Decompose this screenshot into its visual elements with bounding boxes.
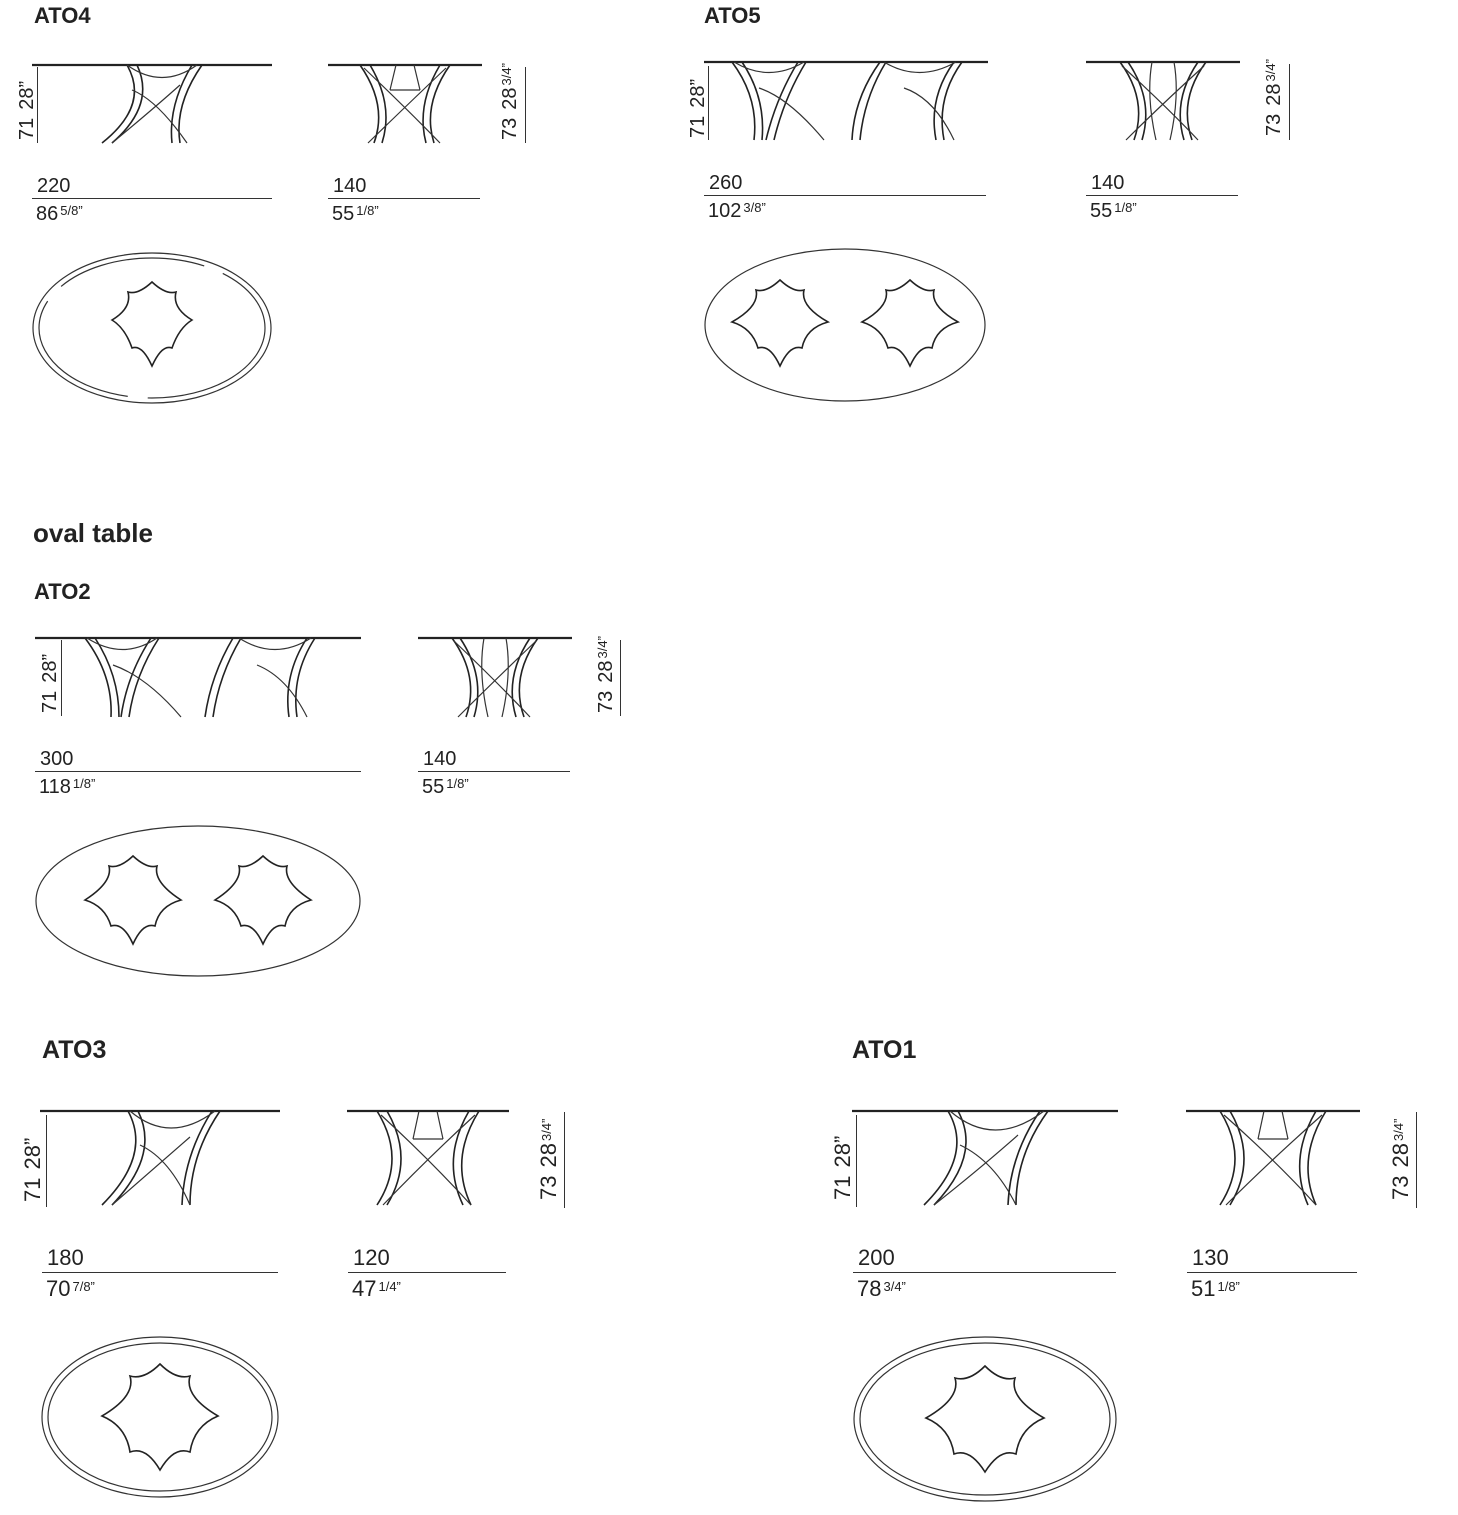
length-rule bbox=[32, 198, 272, 199]
front-view-ato2 bbox=[35, 633, 361, 721]
side-view-ato1 bbox=[1186, 1105, 1360, 1211]
base-star-left bbox=[732, 280, 828, 366]
width-rule bbox=[348, 1272, 506, 1273]
height-dim-front-ato3: 7128” bbox=[20, 1137, 45, 1202]
front-view-ato1 bbox=[852, 1105, 1118, 1211]
length-cm: 260 bbox=[709, 172, 743, 194]
width-in: 55 $^{1/8”}$ bbox=[332, 203, 379, 225]
length-cm: 200 bbox=[858, 1245, 895, 1270]
length-in: 70 $^{7/8”}$ bbox=[46, 1276, 95, 1301]
base-star-right bbox=[215, 856, 311, 944]
height-dim-side-ato3: $7328^{3/4”}$ bbox=[536, 1118, 561, 1200]
height-rule-side-ato2 bbox=[620, 640, 621, 716]
base-star-right bbox=[862, 280, 958, 366]
length-in: 118 $^{1/8”}$ bbox=[39, 776, 96, 798]
width-in: 55 $^{1/8”}$ bbox=[422, 776, 469, 798]
length-in: 86 $^{5/8”}$ bbox=[36, 203, 83, 225]
side-view-ato5 bbox=[1086, 56, 1240, 144]
length-rule bbox=[853, 1272, 1116, 1273]
height-dim-front-ato5: 7128” bbox=[687, 78, 709, 138]
width-rule bbox=[1086, 195, 1238, 196]
height-dim-front-ato2: 7128” bbox=[39, 653, 61, 713]
length-rule bbox=[42, 1272, 278, 1273]
height-dim-side-ato5: $7328^{3/4”}$ bbox=[1263, 59, 1285, 136]
width-in: 47 $^{1/4”}$ bbox=[352, 1276, 401, 1301]
side-view-ato4 bbox=[328, 60, 482, 150]
plan-view-ato4 bbox=[30, 250, 274, 406]
width-rule bbox=[328, 198, 480, 199]
length-rule bbox=[35, 771, 361, 772]
height-rule-side-ato1 bbox=[1416, 1112, 1417, 1208]
width-cm: 140 bbox=[423, 748, 457, 770]
length-rule bbox=[704, 195, 986, 196]
height-dim-front-ato4: 7128” bbox=[16, 80, 38, 140]
width-rule bbox=[418, 771, 570, 772]
base-star bbox=[112, 282, 192, 366]
width-cm: 140 bbox=[333, 175, 367, 197]
front-view-ato3 bbox=[40, 1105, 280, 1211]
width-in: 55 $^{1/8”}$ bbox=[1090, 200, 1137, 222]
height-rule-side-ato3 bbox=[564, 1112, 565, 1208]
side-view-ato2 bbox=[418, 633, 572, 721]
model-title-ato4: ATO4 bbox=[34, 3, 91, 28]
width-cm: 140 bbox=[1091, 172, 1125, 194]
base-star bbox=[926, 1366, 1044, 1472]
width-rule bbox=[1187, 1272, 1357, 1273]
height-rule-side-ato5 bbox=[1289, 64, 1290, 140]
model-title-ato2: ATO2 bbox=[34, 579, 91, 604]
width-cm: 130 bbox=[1192, 1245, 1229, 1270]
height-rule-side-ato4 bbox=[525, 67, 526, 143]
base-star-left bbox=[85, 856, 181, 944]
front-view-ato4 bbox=[32, 60, 272, 150]
width-in: 51 $^{1/8”}$ bbox=[1191, 1276, 1240, 1301]
height-dim-side-ato1: $7328^{3/4”}$ bbox=[1388, 1118, 1413, 1200]
base-star bbox=[102, 1364, 218, 1470]
height-dim-side-ato2: $7328^{3/4”}$ bbox=[595, 636, 617, 713]
plan-view-ato5 bbox=[702, 246, 988, 404]
section-title: oval table bbox=[33, 518, 153, 548]
length-in: 102 $^{3/8”}$ bbox=[708, 200, 766, 222]
side-view-ato3 bbox=[347, 1105, 509, 1211]
model-title-ato3: ATO3 bbox=[42, 1036, 107, 1064]
plan-view-ato2 bbox=[33, 822, 363, 980]
plan-view-ato3 bbox=[38, 1334, 282, 1500]
length-cm: 220 bbox=[37, 175, 71, 197]
height-dim-front-ato1: 7128” bbox=[830, 1135, 855, 1200]
model-title-ato1: ATO1 bbox=[852, 1036, 917, 1064]
height-dim-side-ato4: $7328^{3/4”}$ bbox=[499, 63, 521, 140]
length-cm: 180 bbox=[47, 1245, 84, 1270]
plan-view-ato1 bbox=[850, 1334, 1120, 1504]
width-cm: 120 bbox=[353, 1245, 390, 1270]
front-view-ato5 bbox=[704, 58, 988, 146]
length-in: 78 $^{3/4”}$ bbox=[857, 1276, 906, 1301]
model-title-ato5: ATO5 bbox=[704, 3, 761, 28]
length-cm: 300 bbox=[40, 748, 74, 770]
